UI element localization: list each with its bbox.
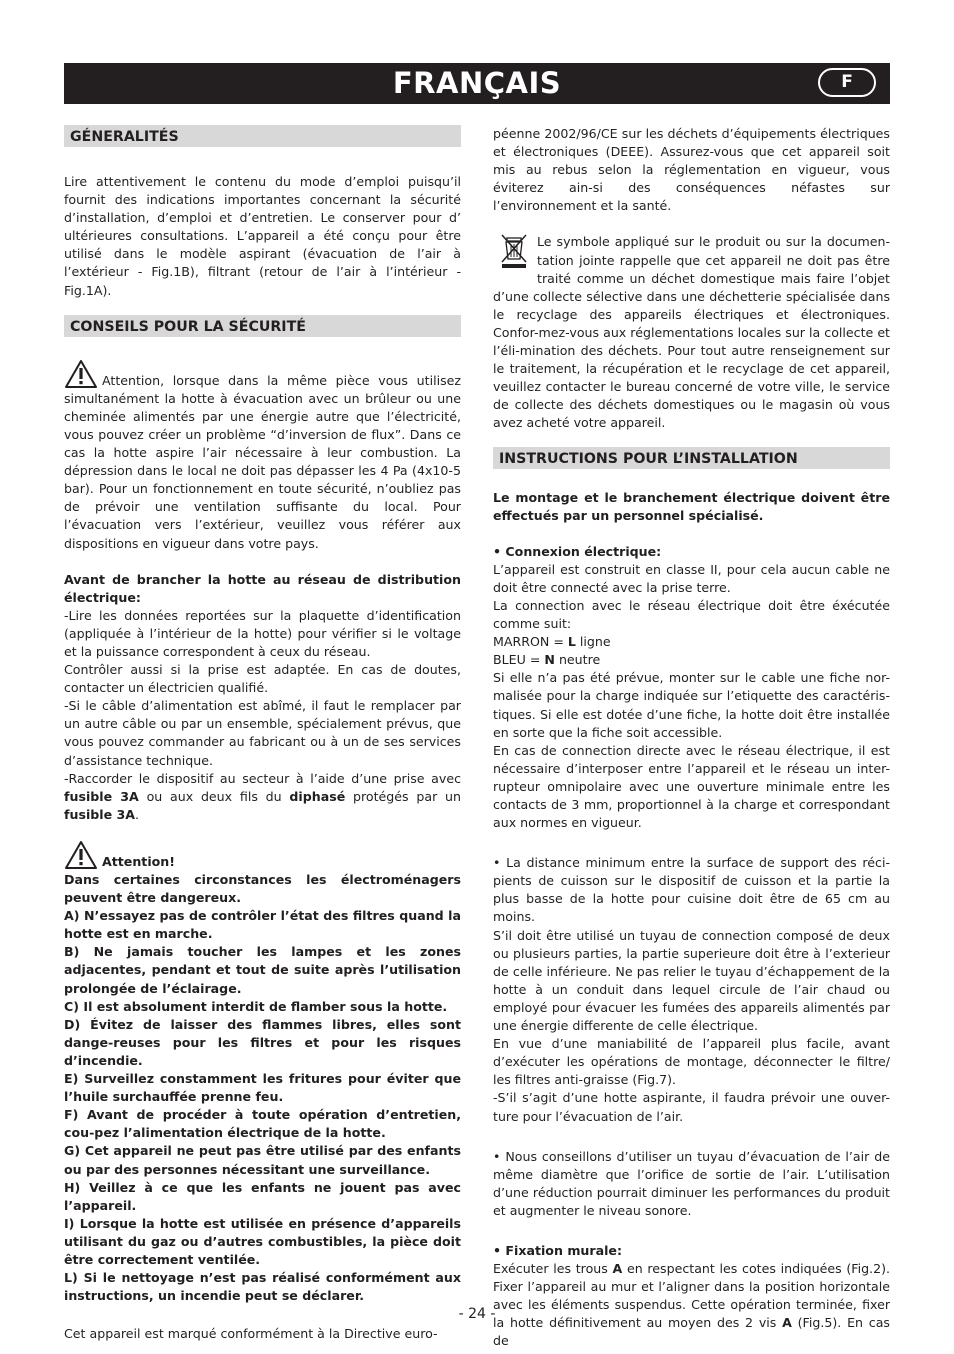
text-run-bold: fusible 3A xyxy=(64,788,139,804)
warning-item: I) Lorsque la hotte est utilisée en présence d’appareils utilisant du gaz ou d’autres combustibles, la pièce doit être correctement ventilée. xyxy=(64,1215,461,1267)
connexion-paragraph-1: L’appareil est construit en classe II, pour cela aucun cable ne doit être connecté avec la prise terre. xyxy=(493,561,890,595)
connexion-paragraph-4: En cas de connection directe avec le réseau électrique, il est nécessaire d’interposer entre l’appareil et le réseau un inter-rupteur omnipolaire avec une ouverture minimale entre les contacts de 3 mm, proportionnel à la charge et correspondant aux normes en vigueur. xyxy=(493,742,890,831)
section-heading-generalites: GÉNERALITÉS xyxy=(64,125,461,147)
installation-bold-intro: Le montage et le branchement électrique doivent être effectués par un personnel spécialisé. xyxy=(493,489,890,523)
securite-paragraph-4: -Si le câble d’alimentation est abîmé, il faut le remplacer par un autre câble ou par un ensemble, spécialement prévus, que vous pouvez commander au fabricant ou à un de ses services d’assistance technique. xyxy=(64,698,461,768)
text-run: -Raccorder le dispositif au secteur à l’aide d’une prise avec xyxy=(64,770,461,786)
distance-paragraph-3: En vue d’une maniabilité de l’appareil plus facile, avant d’exécuter les opérations de montage, déconnecter le filtre/ les filtres anti-graisse (Fig.7). xyxy=(493,1036,890,1088)
left-column xyxy=(64,125,461,1343)
warning-item: D) Évitez de laisser des flammes libres, elles sont dange-reuses pour les filtres et pour les risques d’incendie. xyxy=(64,1016,461,1068)
language-badge: F xyxy=(818,68,876,97)
warning-item: Dans certaines circonstances les électroménagers peuvent être dangereux. xyxy=(64,872,461,906)
distance-paragraph-2: S’il doit être utilisé un tuyau de connection composé de deux ou plusieurs parties, la partie superieure doit être à l’exterieur de celle inférieure. Ne pas relier le tuyau d’échappement de la hotte à un conduit dans lequel circule de l’air chaud ou employé pour évacuer les fumées des appareils alimentés par une énergie differente de celle électrique. xyxy=(493,927,890,1034)
text-run-bold: L xyxy=(567,634,576,650)
text-run: Exécuter les trous xyxy=(493,1261,613,1277)
securite-paragraph-1 xyxy=(64,359,461,553)
warning-item: F) Avant de procéder à toute opération d’entretien, cou-pez l’alimentation électrique de la hotte. xyxy=(64,1107,461,1141)
right-column xyxy=(493,125,890,1351)
distance-paragraph-1: • La distance minimum entre la surface de support des réci-pients de cuisson sur le dispositif de cuisson et la partie la plus basse de la hotte pour cuisine doit être de 65 cm au moins. xyxy=(493,855,890,925)
securite-paragraph-3: Contrôler aussi si la prise est adaptée. En cas de doutes, contacter un électricien qualifié. xyxy=(64,662,461,696)
securite-bold-intro: Avant de brancher la hotte au réseau de distribution électrique: xyxy=(64,571,461,605)
warning-item: A) N’essayez pas de contrôler l’état des filtres quand la hotte est en marche. xyxy=(64,908,461,942)
warning-item: C) Il est absolument interdit de flamber sous la hotte. xyxy=(64,998,448,1014)
crossed-bin-icon xyxy=(499,233,529,269)
warning-item: G) Cet appareil ne peut pas être utilisé par des enfants ou par des personnes nécessitant une surveillance. xyxy=(64,1143,461,1177)
fixation-title: • Fixation murale: xyxy=(493,1242,623,1258)
warning-item: H) Veillez à ce que les enfants ne jouent pas avec l’appareil. xyxy=(64,1179,461,1213)
warning-item: E) Surveillez constamment les fritures pour éviter que l’huile surchauffée prenne feu. xyxy=(64,1071,461,1105)
language-banner xyxy=(64,63,890,104)
pipe-paragraph: • Nous conseillons d’utiliser un tuyau d’évacuation de l’air de même diamètre que l’orifice de sortie de l’air. L’utilisation d’une réduction pourrait diminuer les performances du produit et augmenter le niveau sonore. xyxy=(493,1148,890,1218)
text-run: neutre xyxy=(554,652,601,668)
securite-paragraph-1-text: Attention, lorsque dans la même pièce vous utilisez simultanément la hotte à évacuation avec un brûleur ou une cheminée alimentés par une énergie autre que l’électricité, vous pouvez créer un problème “d’inversion de flux”. Dans ce cas la hotte aspire l’air nécessaire à leur combustion. La dépression dans le local ne doit pas dépasser les 4 Pa (4x10-5 bar). Pour un fonctionnement en toute sécurité, n’oubliez pas de prévoir une ventilation suffisante du local. Pour l’évacuation vers l’extérieur, veuillez vous référer aux dispositions en vigueur dans votre pays. xyxy=(64,372,461,551)
text-run: protégés par un xyxy=(345,788,461,804)
warning-triangle-icon xyxy=(64,359,98,389)
text-run-bold: N xyxy=(544,652,555,668)
text-run: (Fig.5). En cas de xyxy=(493,1315,890,1349)
connexion-marron xyxy=(493,633,890,651)
text-run: MARRON = xyxy=(493,634,568,650)
warning-item: L) Si le nettoyage n’est pas réalisé conformément aux instructions, un incendie peut se déclarer. xyxy=(64,1270,461,1304)
warning-title-text: Attention! xyxy=(102,853,175,869)
section-heading-installation: INSTRUCTIONS POUR L’INSTALLATION xyxy=(493,447,890,469)
text-run-bold: diphasé xyxy=(289,788,346,804)
weee-paragraph xyxy=(493,233,890,432)
directive-paragraph-start: Cet appareil est marqué conformément à la Directive euro- xyxy=(64,1326,438,1342)
page-number: - 24 - xyxy=(458,1306,496,1322)
generalites-paragraph: Lire attentivement le contenu du mode d’emploi puisqu’il fournit des indications importantes concernant la sécurité d’installation, d’emploi et d’entretien. Le conserver pour d’ ultérieures consultations. L’appareil a été conçu pour être utilisé dans le modèle aspirant (évacuation de l’air à l’extérieur - Fig.1B), filtrant (retour de l’air à l’intérieur - Fig.1A). xyxy=(64,174,461,298)
text-run-bold: A xyxy=(612,1261,623,1277)
distance-paragraph-4: -S’il s’agit d’une hotte aspirante, il faudra prévoir une ouver-ture pour l’évacuation de l’air. xyxy=(493,1090,890,1124)
page-title: FRANÇAIS xyxy=(392,66,562,100)
text-run-bold: A xyxy=(782,1315,792,1331)
warning-item: B) Ne jamais toucher les lampes et les zones adjacentes, pendant et tout de suite après l’utilisation prolongée de l’éclairage. xyxy=(64,944,461,996)
text-run: BLEU = xyxy=(493,652,545,668)
securite-paragraph-5 xyxy=(64,770,461,824)
text-run: ou aux deux fils du xyxy=(138,788,290,804)
connexion-title: • Connexion électrique: xyxy=(493,543,662,559)
text-run: en respectant les cotes indiquées (Fig.2). Fixer l’appareil au mur et l’aligner dans la position horizontale avec les éléments suspendus. Cette opération terminée, fixer la hotte définitivement au moyen des 2 vis xyxy=(493,1261,890,1331)
connexion-paragraph-2: La connection avec le réseau électrique doit être éxécutée comme suit: xyxy=(493,597,890,632)
warning-triangle-icon xyxy=(64,840,98,870)
warning-block-title xyxy=(64,840,461,871)
connexion-paragraph-3: Si elle n’a pas été prévue, monter sur le cable une fiche nor-malisée pour la charge indiquée sur l’etiquette des caractéris-tiques. Si elle est dotée d’une fiche, la hotte doit être installée en sorte que la fiche soit accessible. xyxy=(493,670,890,740)
text-run: ligne xyxy=(575,634,611,650)
connexion-bleu xyxy=(493,651,890,669)
section-heading-securite: CONSEILS POUR LA SÉCURITÉ xyxy=(64,315,461,337)
securite-paragraph-2: -Lire les données reportées sur la plaquette d’identification (appliquée à l’intérieur de la hotte) pour vérifier si le voltage et la puissance correspondent à ceux du réseau. xyxy=(64,607,461,659)
directive-paragraph-end: péenne 2002/96/CE sur les déchets d’équipements électriques et électroniques (DEEE). Assurez-vous que cet appareil soit mis au rebus selon la réglementation en vigueur, vous éviterez ain-si des conséquences néfastes sur l’environnement et la santé. xyxy=(493,126,890,214)
text-run: . xyxy=(135,806,140,822)
weee-paragraph-text: Le symbole appliqué sur le produit ou sur la documen-tation jointe rappelle que cet appareil ne doit pas être traité comme un déchet domestique mais faire l’objet d’une collecte sélective dans une déchetterie spécialisée dans le recyclage des appareils électriques et électroniques. Confor-mez-vous aux réglementations locales sur la collecte et l’éli-mination des déchets. Pour tout autre renseignement sur le traitement, la récupération et le recyclage de cet appareil, veuillez contacter le bureau concerné de votre ville, le service de collecte des déchets domestiques ou le magasin où vous avez acheté votre appareil. xyxy=(493,234,890,431)
text-run-bold: fusible 3A xyxy=(64,806,136,822)
